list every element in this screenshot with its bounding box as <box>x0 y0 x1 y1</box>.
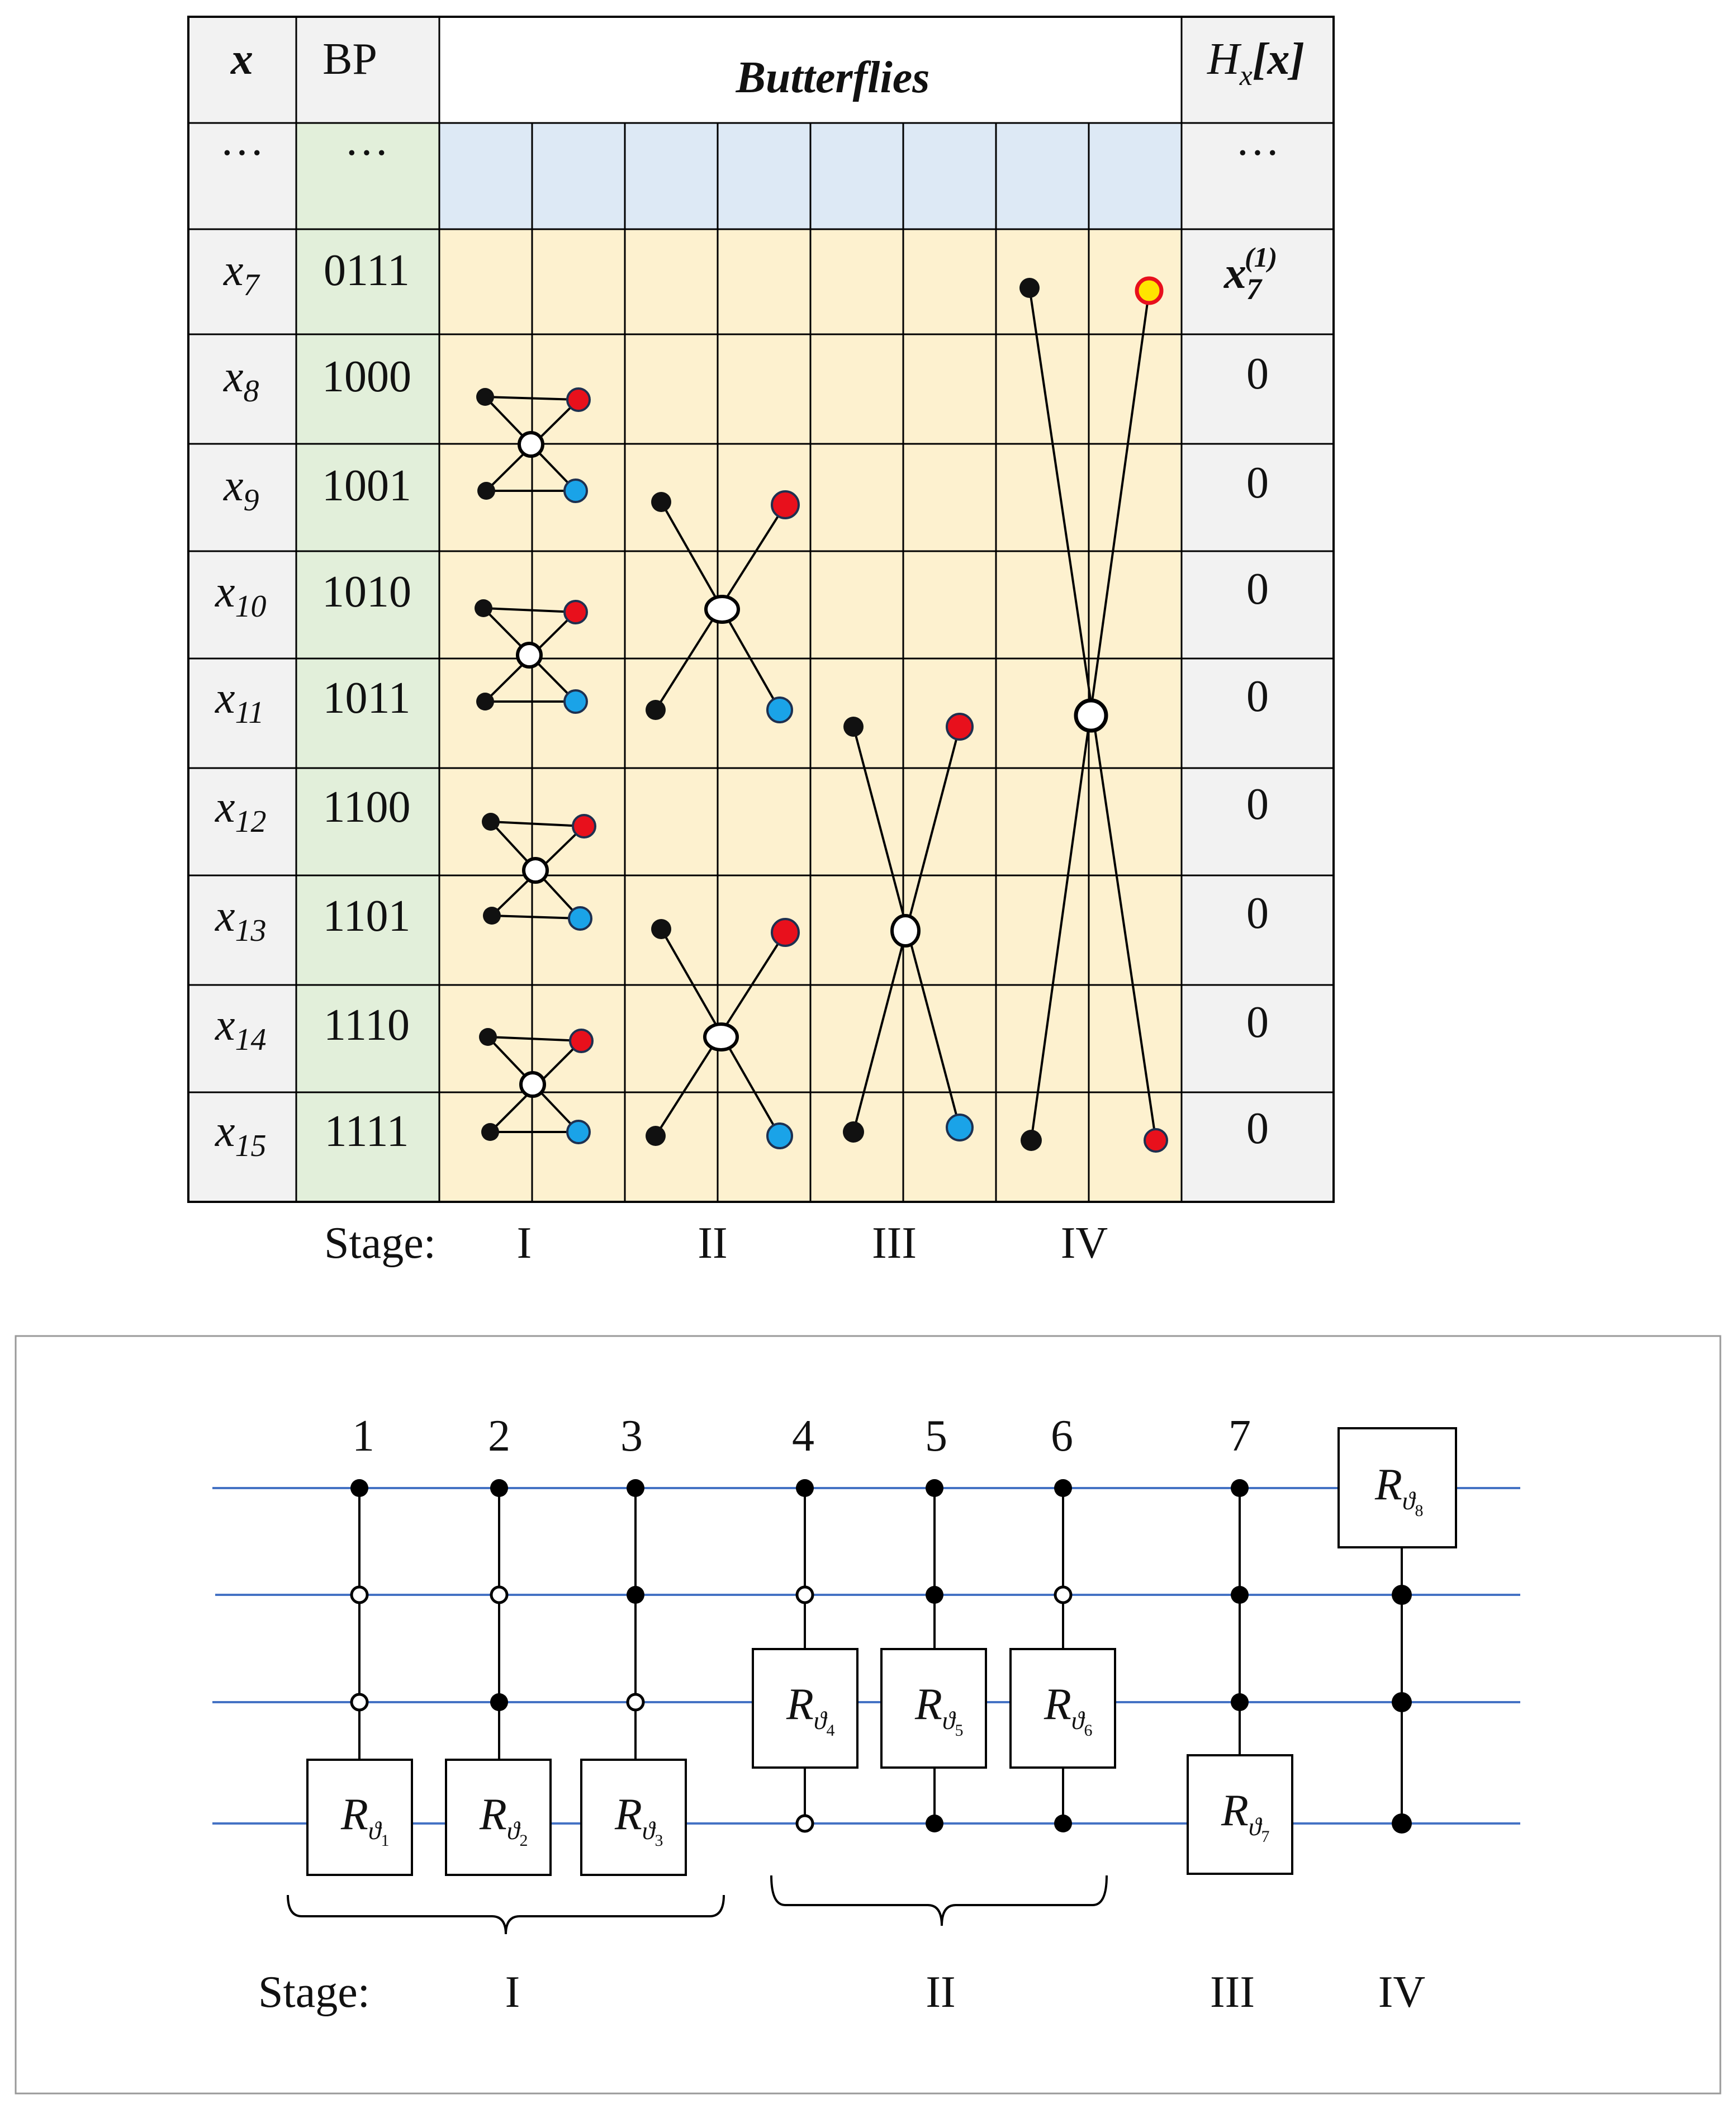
node-white <box>524 859 547 882</box>
table-stage-IV: IV <box>1060 1219 1108 1268</box>
x-label-10: $x_{10}$ <box>215 567 267 624</box>
dot-black <box>646 1126 666 1146</box>
dot-cyan <box>767 698 792 722</box>
dot-red <box>1145 1129 1167 1152</box>
dot-black <box>481 1123 499 1141</box>
gate-label-3: $R_ϑ3$ <box>615 1790 663 1850</box>
bp-12: 1100 <box>322 783 411 832</box>
gate-number-2: 2 <box>488 1411 510 1461</box>
dot-black <box>651 919 671 939</box>
dot-black <box>651 492 671 512</box>
bp-15: 1111 <box>324 1107 409 1156</box>
node-white <box>892 916 919 946</box>
dot-red <box>573 815 595 837</box>
bp-labels <box>322 246 411 1156</box>
hx-8: 0 <box>1246 349 1269 399</box>
ellipsis-hx: ··· <box>1235 129 1280 178</box>
ellipsis-x: ··· <box>220 129 264 178</box>
butterflies-header: Butterflies <box>736 53 930 102</box>
dot-black <box>843 717 864 737</box>
node-white <box>706 596 738 622</box>
x-label-8: $x_8$ <box>224 352 259 409</box>
bp-13: 1101 <box>322 892 411 941</box>
dot-black <box>482 813 500 831</box>
gate-label-8: $R_ϑ8$ <box>1375 1460 1424 1520</box>
x-label-15: $x_{15}$ <box>215 1107 267 1163</box>
hx-14: 0 <box>1246 998 1269 1047</box>
dot-black <box>476 693 494 710</box>
dot-black <box>1019 278 1040 298</box>
node-white <box>521 1073 544 1096</box>
table-stage-II: II <box>698 1219 728 1268</box>
ellipsis-bp: ··· <box>344 129 389 178</box>
gate-number-7: 7 <box>1229 1411 1251 1461</box>
gate-label-5: $R_ϑ5$ <box>915 1680 964 1740</box>
x-header: x <box>231 35 253 84</box>
svg-text:Hx[x]: $H_x[x]$ <box>1207 35 1305 92</box>
gate-label-1: $R_ϑ1$ <box>341 1790 390 1850</box>
node-white <box>705 1024 737 1050</box>
node-white <box>518 643 541 667</box>
hx-10: 0 <box>1246 565 1269 614</box>
bp-11: 1011 <box>322 674 411 723</box>
x-label-9: $x_9$ <box>224 461 259 518</box>
dot-black <box>1021 1130 1042 1151</box>
dot-black <box>476 388 494 406</box>
hx-9: 0 <box>1246 458 1269 508</box>
dot-black <box>483 907 501 925</box>
bp-8: 1000 <box>322 352 411 401</box>
x-label-7: $x_7$ <box>224 246 259 302</box>
dot-cyan <box>567 1121 590 1143</box>
gate-number-1: 1 <box>352 1411 374 1461</box>
circuit-stage-II: II <box>926 1968 956 2017</box>
x-label-13: $x_{13}$ <box>215 892 267 948</box>
hx-13: 0 <box>1246 889 1269 938</box>
gate-label-6: $R_ϑ6$ <box>1044 1680 1093 1740</box>
dot-cyan <box>565 480 587 502</box>
dot-yellow <box>1137 278 1161 303</box>
hx-12: 0 <box>1246 780 1269 829</box>
dot-black <box>646 700 666 720</box>
dot-red <box>772 491 799 518</box>
dot-black <box>475 599 492 617</box>
dot-black <box>477 482 495 500</box>
table-stage-labels <box>324 1219 1108 1268</box>
dot-black <box>843 1121 864 1143</box>
bp-14: 1110 <box>323 1001 410 1050</box>
dot-black <box>479 1028 497 1046</box>
circuit-stage-III: III <box>1210 1968 1255 2017</box>
hx-header <box>1207 35 1305 92</box>
bp-9: 1001 <box>322 461 411 510</box>
dot-red <box>947 714 973 740</box>
dot-cyan <box>947 1115 973 1140</box>
dot-cyan <box>565 690 587 713</box>
table-stage-label: Stage: <box>324 1219 436 1268</box>
gate-number-5: 5 <box>925 1411 947 1461</box>
circuit-stage-IV: IV <box>1378 1968 1426 2017</box>
circuit-stage-label: Stage: <box>258 1968 370 2017</box>
hx-7: $x_7(1)$ <box>1224 241 1278 306</box>
gate-label-4: $R_ϑ4$ <box>786 1680 835 1740</box>
hx-15: 0 <box>1246 1104 1269 1153</box>
node-white <box>519 433 543 456</box>
butterfly-table <box>188 17 1334 1268</box>
gate-number-4: 4 <box>792 1411 814 1461</box>
x-label-14: $x_{14}$ <box>215 1001 267 1057</box>
gate-number-3: 3 <box>620 1411 643 1461</box>
gate-label-2: $R_ϑ2$ <box>480 1790 528 1850</box>
dot-red <box>567 389 590 411</box>
gate-label-7: $R_ϑ7$ <box>1221 1786 1270 1846</box>
circuit-stage-I: I <box>505 1968 520 2017</box>
bp-header: BP <box>322 35 377 84</box>
node-white <box>1076 700 1106 731</box>
dot-red <box>565 601 587 623</box>
dot-cyan <box>569 907 591 930</box>
bp-7: 0111 <box>323 246 410 295</box>
x-label-11: $x_{11}$ <box>215 674 264 730</box>
bp-10: 1010 <box>322 567 411 617</box>
gate-number-6: 6 <box>1051 1411 1073 1461</box>
quantum-circuit <box>16 1336 1720 2093</box>
dot-cyan <box>767 1124 792 1148</box>
dot-red <box>570 1030 592 1052</box>
dot-red <box>772 919 799 946</box>
table-stage-I: I <box>516 1219 532 1268</box>
hx-11: 0 <box>1246 672 1269 721</box>
x-label-12: $x_{12}$ <box>215 783 267 839</box>
table-stage-III: III <box>872 1219 917 1268</box>
